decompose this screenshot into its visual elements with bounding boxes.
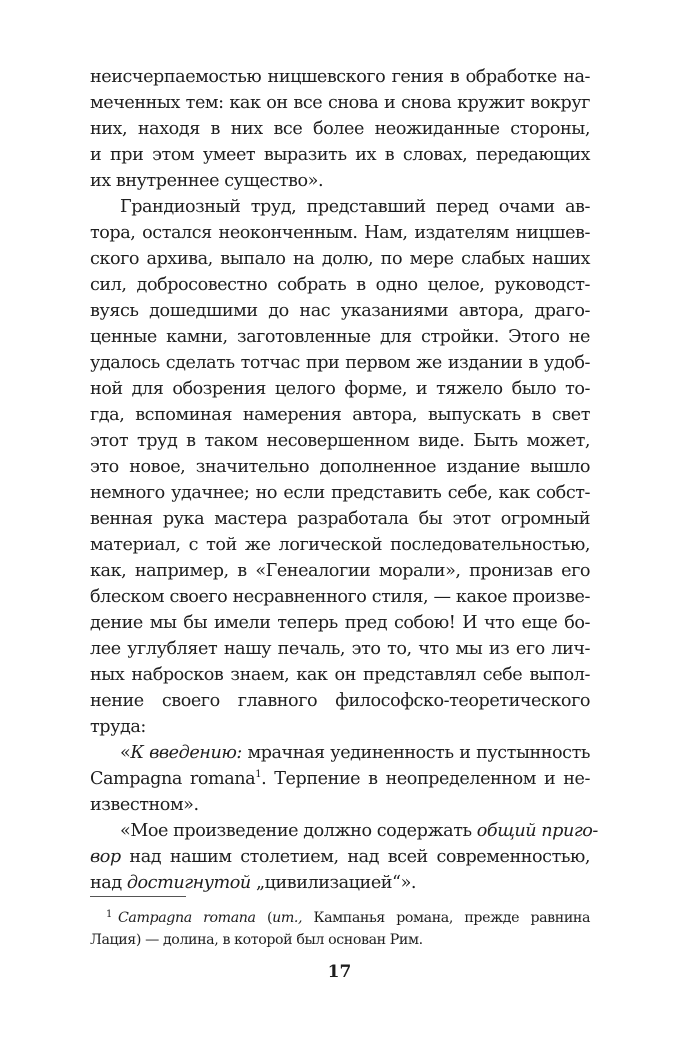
text-line: них, находя в них все более неожиданные стороны, bbox=[90, 119, 590, 139]
footnote bbox=[90, 904, 590, 956]
text-line: гда, вспоминая намерения автора, выпускать в свет bbox=[90, 405, 590, 425]
italic-run: общий приго- bbox=[476, 821, 598, 841]
text-line: ского архива, выпало на долю, по мере слабых наших bbox=[90, 249, 590, 269]
text-run: Кампанья романа, прежде равнина bbox=[302, 910, 591, 926]
text-line: лее углубляет нашу печаль, это то, что мы из его лич- bbox=[90, 639, 590, 659]
paragraph-2 bbox=[90, 194, 590, 740]
text-line: венная рука мастера разработала бы этот огромный bbox=[90, 509, 590, 529]
text-line: Грандиозный труд, представший перед очами ав- bbox=[120, 197, 590, 217]
text-line: тора, остался неоконченным. Нам, издателям ницшев- bbox=[90, 223, 590, 243]
text-line: известном». bbox=[90, 795, 199, 815]
italic-run: вор bbox=[90, 847, 121, 867]
text-line: это новое, значительно дополненное издание вышло bbox=[90, 457, 590, 477]
text-run: „цивилизацией“». bbox=[250, 873, 417, 893]
text-line bbox=[90, 818, 598, 844]
text-line: сил, добросовестно собрать в одно целое, руководст- bbox=[90, 275, 590, 295]
main-text bbox=[90, 64, 598, 896]
text-run: «Мое произведение должно содержать bbox=[120, 821, 477, 841]
text-line: ценные камни, заготовленные для стройки. Этого не bbox=[90, 327, 590, 347]
text-line: нение своего главного философско-теоретического bbox=[90, 691, 590, 711]
text-line: труда: bbox=[90, 717, 146, 737]
footnote-reference: 1 bbox=[255, 769, 262, 780]
italic-run: достигнутой bbox=[126, 873, 251, 893]
text-line: ных набросков знаем, как он представлял себе выпол- bbox=[90, 665, 590, 685]
text-line bbox=[90, 844, 590, 870]
text-run: мрачная уединенность и пустынность bbox=[241, 743, 591, 763]
footnote-number: 1 bbox=[106, 909, 112, 920]
page-number: 17 bbox=[327, 962, 352, 982]
footnote-term: Campagna romana bbox=[117, 910, 256, 926]
text-line: вуясь дошедшими до нас указаниями автора, драго- bbox=[90, 301, 590, 321]
text-line: меченных тем: как он все снова и снова кружит вокруг bbox=[90, 93, 590, 113]
text-line bbox=[90, 870, 590, 896]
text-run: . Терпение в неопределенном и не- bbox=[261, 769, 590, 789]
footnote-line bbox=[90, 904, 590, 930]
language-abbreviation: ит., bbox=[272, 910, 303, 926]
text-line: немного удачнее; но если представить себе, как собст- bbox=[90, 483, 590, 503]
footnote-divider bbox=[90, 896, 186, 897]
text-line: материал, с той же логической последовательностью, bbox=[90, 535, 590, 555]
footnote-line: Лация) — долина, в которой был основан Рим. bbox=[90, 932, 423, 948]
paragraph-4 bbox=[90, 818, 598, 896]
text-line: дение мы бы имели теперь пред собою! И что еще бо- bbox=[90, 613, 590, 633]
text-run: над нашим столетием, над всей современностью, bbox=[120, 847, 590, 867]
text-line: их внутреннее существо». bbox=[90, 171, 324, 191]
text-line: как, например, в «Генеалогии морали», пронизав его bbox=[90, 561, 590, 581]
paragraph-3 bbox=[90, 740, 590, 818]
text-line: блеском своего несравненного стиля, — какое произве- bbox=[90, 587, 590, 607]
text-line: и при этом умеет выразить их в словах, передающих bbox=[90, 145, 590, 165]
latin-term: Campagna romana bbox=[90, 769, 256, 789]
text-run: над bbox=[90, 873, 127, 893]
text-line: этот труд в таком несовершенном виде. Быть может, bbox=[90, 431, 590, 451]
text-run: ( bbox=[255, 910, 273, 926]
italic-heading: К введению: bbox=[130, 743, 242, 763]
paragraph-1 bbox=[90, 64, 590, 194]
text-line: неисчерпаемостью ницшевского гения в обработке на- bbox=[90, 67, 590, 87]
open-quote: « bbox=[120, 743, 131, 763]
text-line: ной для обозрения целого форме, и тяжело было то- bbox=[90, 379, 590, 399]
text-line bbox=[90, 766, 590, 792]
text-line bbox=[90, 740, 590, 766]
text-line: удалось сделать тотчас при первом же издании в удоб- bbox=[90, 353, 590, 373]
